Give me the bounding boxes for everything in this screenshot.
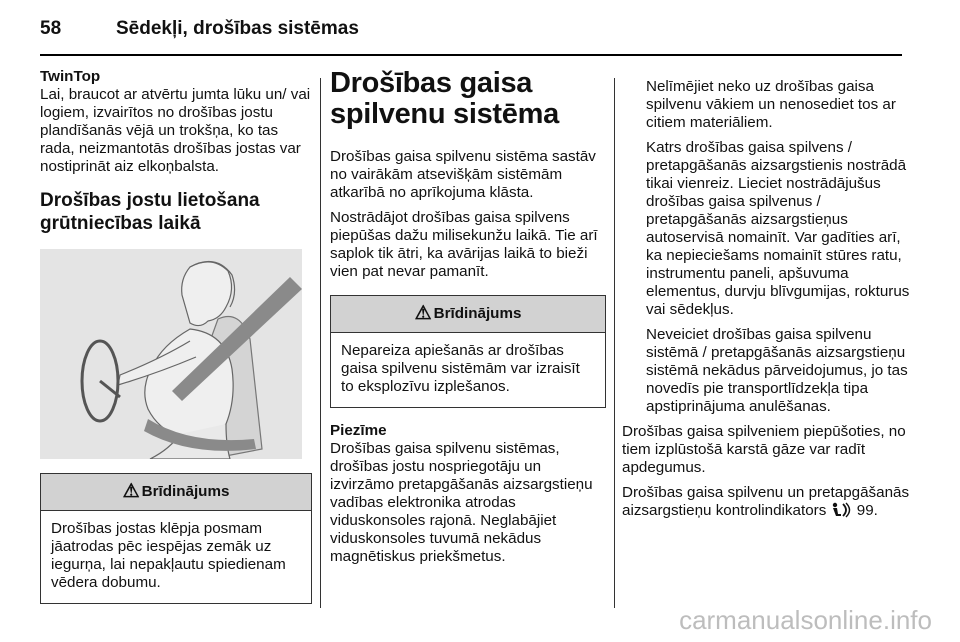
warning-box-airbag — [330, 295, 606, 408]
twintop-heading: TwinTop — [40, 68, 101, 85]
page-reference: 99. — [856, 502, 878, 519]
warning-triangle-icon: ⚠ — [122, 481, 140, 502]
warning-triangle-icon: ⚠ — [414, 303, 432, 324]
warning-body: Drošības jostas klēpja posmam jāatrodas pēc iespējas zemāk uz iegurņa, lai nepakļautu spiedienam vēdera dobumu. — [51, 520, 286, 591]
airbag-deploy-text: Nostrādājot drošības gaisa spilvens piepūšas dažu milisekunžu laikā. Tie arī saplok tik ātri, ka avārijas laikā to bieži vien pat nevar pamanīt. — [330, 209, 598, 280]
pregnant-woman-seatbelt-illustration — [40, 249, 302, 459]
warning-box-pregnancy — [40, 473, 312, 604]
list-item: Katrs drošības gaisa spilvens / pretapgāšanās aizsargstienis nostrādā tikai vienreiz. Lieciet nostrādājušus drošības gaisa spilvenus / pretapgāšanās aizsargstieņus autoservisā nomainīt. Var gadīties arī, ka nepieciešams nomainīt stūres ratu, instrumentu paneli, apšuvuma elementus, durvju blīvgumijas, rokturus vai sēdekļus. — [646, 139, 910, 318]
watermark: carmanualsonline.info — [679, 605, 932, 635]
column-divider-2 — [614, 78, 615, 608]
note-text: Drošības gaisa spilvenu sistēmas, drošības jostu nospriegotāju un izvirzāmo pretapgāšanās aizsargstieņu vadības elektronika atrodas viduskonsoles rajonā. Neglabājiet viduskonsoles tuvumā nekādus magnētiskus priekšmetus. — [330, 440, 593, 565]
note-heading: Piezīme — [330, 422, 387, 439]
column-1 — [40, 68, 312, 604]
twintop-text: Lai, braucot ar atvērtu jumta lūku un/ vai logiem, izvairītos no drošības jostu plandīšanās vējā un trokšņa, ko tas rada, neizmantotās drošības jostas var nostiprināt aiz elkoņbalsta. — [40, 86, 311, 175]
header-rule — [40, 54, 902, 56]
page-title: Sēdekļi, drošības sistēmas — [116, 18, 359, 39]
airbag-precautions-list — [622, 78, 912, 416]
warning-body: Nepareiza apiešanās ar drošības gaisa spilvenu sistēmām var izraisīt to eksplozīvu izplešanos. — [341, 342, 580, 395]
indicator-label: Drošības gaisa spilvenu un pretapgāšanās aizsargstieņu kontrolindikators — [622, 484, 910, 519]
pregnancy-heading: Drošības jostu lietošana grūtniecības laikā — [40, 190, 260, 234]
column-divider-1 — [320, 78, 321, 608]
airbag-intro: Drošības gaisa spilvenu sistēma sastāv no vairākām atsevišķām sistēmām atkarībā no aprīkojuma klāsta. — [330, 148, 596, 201]
warning-header — [41, 474, 311, 511]
page-header — [40, 18, 359, 40]
column-2 — [330, 68, 606, 566]
column-3 — [622, 78, 912, 523]
airbag-indicator-icon — [831, 502, 853, 523]
list-item: Neveiciet drošības gaisa spilvenu sistēmā / pretapgāšanās aizsargstieņu sistēmā nekādus pārveidojumus, jo tas novedīs pie transportlīdzekļa tipa apstiprinājuma anulēšanas. — [646, 326, 908, 415]
illustration-svg — [40, 249, 302, 459]
list-item: Nelīmējiet neko uz drošības gaisa spilvenu vākiem un nenosediet tos ar citiem materiāliem. — [646, 78, 896, 131]
warning-title: Brīdinājums — [141, 483, 230, 500]
hot-gas-text: Drošības gaisa spilveniem piepūšoties, no tiem izplūstošā karstā gāze var radīt apdegumus. — [622, 423, 906, 476]
warning-title: Brīdinājums — [433, 305, 522, 322]
airbag-section-heading: Drošības gaisa spilvenu sistēma — [330, 67, 559, 130]
warning-header — [331, 296, 605, 333]
page-number: 58 — [40, 18, 62, 39]
indicator-text — [622, 484, 912, 523]
